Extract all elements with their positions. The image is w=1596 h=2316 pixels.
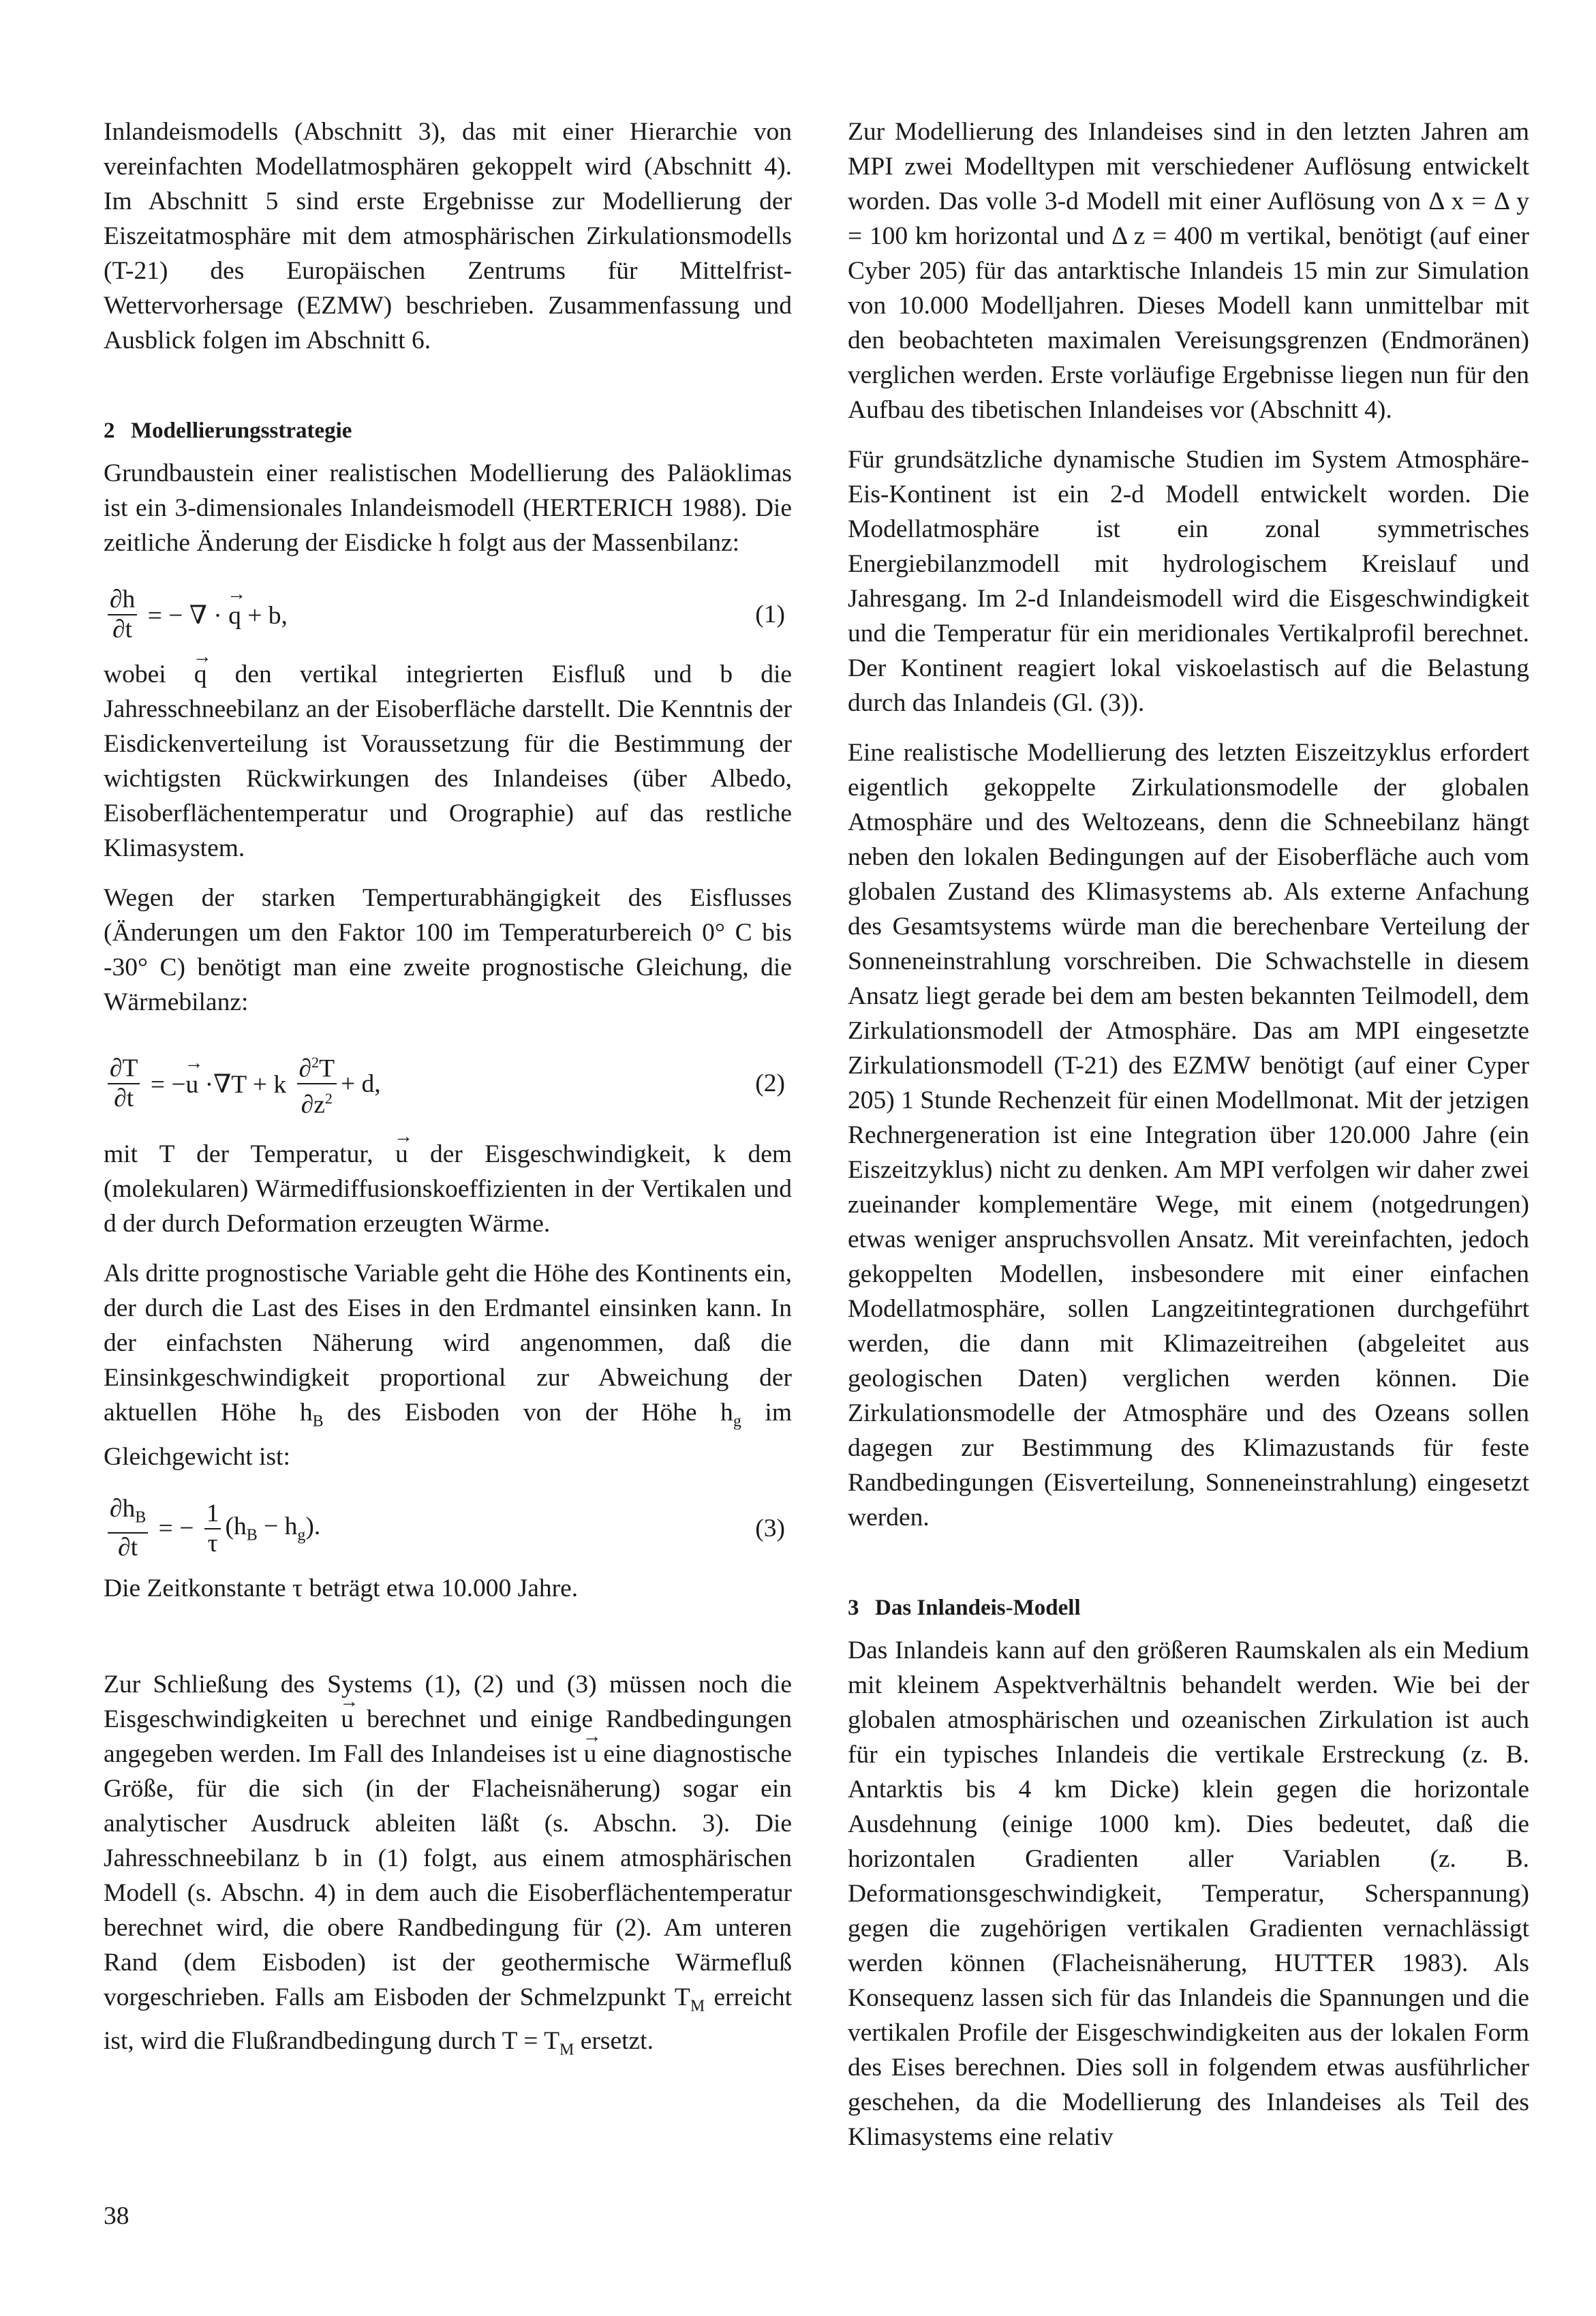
paragraph: Die Zeitkonstante τ beträgt etwa 10.000 Jahre.	[104, 1574, 579, 1602]
paragraph: Für grundsätzliche dynamische Studien im System Atmosphäre-Eis-Kontinent ist ein 2-d Modell entwickelt worden. Die Modellatmosphäre ist ein zonal symmetrisches Energiebilanzmodell mit hydrologischem Kreislauf und Jahresgang. Im 2-d Inlandeismodell wird die Eisgeschwindigkeit und die Temperatur für ein meridionales Vertikalprofil berechnet. Der Kontinent reagiert lokal viskoelastisch auf die Belastung durch das Inlandeis (Gl. (3)).	[848, 446, 1529, 717]
equation-number: (3)	[755, 1514, 785, 1542]
paragraph: Zur Modellierung des Inlandeises sind in den letzten Jahren am MPI zwei Modelltypen mit verschiedener Auflösung entwickelt worden. Das volle 3-d Modell mit einer Auflösung von Δ x = Δ y = 100 km horizontal und Δ z = 400 m vertikal, benötigt (auf einer Cyber 205) für das antarktische Inlandeis 15 min zur Simulation von 10.000 Modelljahren. Dieses Modell kann unmittelbar mit den beobachteten maximalen Vereisungsgrenzen (Endmoränen) verglichen werden. Erste vorläufige Ergebnisse liegen nun für den Aufbau des tibetischen Inlandeises vor (Abschnitt 4).	[848, 118, 1529, 424]
paragraph: Inlandeismodells (Abschnitt 3), das mit einer Hierarchie von vereinfachten Modellatmosphären gekoppelt wird (Abschnitt 4). Im Abschnitt 5 sind erste Ergebnisse zur Modellierung der Eiszeitatmosphäre mit dem atmosphärischen Zirkulationsmodells (T-21) des Europäischen Zentrums für Mittelfrist-Wettervorhersage (EZMW) beschrieben. Zusammenfassung und Ausblick folgen im Abschnitt 6.	[104, 118, 792, 354]
equation-number: (2)	[755, 1069, 785, 1097]
paragraph: Das Inlandeis kann auf den größeren Raumskalen als ein Medium mit kleinem Aspektverhältnis behandelt werden. Wie bei der globalen atmosphärischen und ozeanischen Zirkulation ist auch für ein typisches Inlandeis die vertikale Erstreckung (z. B. Antarktis bis 4 km Dicke) klein gegen die horizontale Ausdehnung (einige 1000 km). Dies bedeutet, daß die horizontalen Gradienten aller Variablen (z. B. Deformationsgeschwindigkeit, Temperatur, Scherspannung) gegen die zugehörigen vertikalen Gradienten vernachlässigt werden können (Flacheisnäherung, HUTTER 1983). Als Konsequenz lassen sich für das Inlandeis die Spannungen und die vertikalen Profile der Eisgeschwindigkeiten aus der lokalen Form des Eises berechnen. Dies soll in folgendem etwas ausführlicher geschehen, da die Modellierung des Inlandeises als Teil des Klimasystems eine relativ	[848, 1636, 1529, 2151]
equation-1: $\frac{\partial h}{\partial t}$ = − ∇ · → q + b, (1)	[104, 575, 792, 657]
section-heading: 3 Das Inlandeis-Modell	[848, 1596, 1081, 1620]
paragraph: Als dritte prognostische Variable geht die Höhe des Kontinents ein, der durch die Last des Eises in den Erdmantel einsinken kann. In der einfachsten Näherung wird angenommen, daß die Einsinkgeschwindigkeit proportional zur Abweichung der aktuellen Höhe $h_B$ des Eisboden von der Höhe $h_g$ im Gleichgewicht ist:	[104, 1260, 792, 1471]
paragraph: Grundbaustein einer realistischen Modellierung des Paläoklimas ist ein 3-dimensionales Inlandeismodell (HERTERICH 1988). Die zeitliche Änderung der Eisdicke h folgt aus der Massenbilanz:	[104, 459, 792, 557]
paragraph: Zur Schließung des Systems (1), (2) und (3) müssen noch die Eisgeschwindigkeiten → u berechnet und einige Randbedingungen angegeben werden. Im Fall des Inlandeises ist → u eine diagnostische Größe, für die sich (in der Flacheisnäherung) sogar ein analytischer Ausdruck ableiten läßt (s. Abschn. 3). Die Jahresschneebilanz b in (1) folgt, aus einem atmosphärischen Modell (s. Abschn. 4) in dem auch die Eisoberflächentemperatur berechnet wird, die obere Randbedingung für (2). Am unteren Rand (dem Eisboden) ist der geothermische Wärmefluß vorgeschrieben. Falls am Eisboden der Schmelzpunkt $T_M$ erreicht ist, wird die Flußrandbedingung durch $T = T_M$ ersetzt.	[104, 1667, 792, 2068]
equation-3: $\frac{\partial h_B}{\partial t}$ = − $\frac{1}{\tau}$ $(h_B - h_g)$. (3)	[104, 1489, 792, 1571]
right-column	[848, 115, 1529, 2154]
paragraph: Eine realistische Modellierung des letzten Eiszeitzyklus erfordert eigentlich gekoppelte Zirkulationsmodelle der globalen Atmosphäre und des Weltozeans, denn die Schneebilanz hängt neben den lokalen Bedingungen auf der Eisoberfläche auch vom globalen Zustand des Klimasystems ab. Als externe Anfachung des Gesamtsystems würde man die berechenbare Verteilung der Sonneneinstrahlung vorschreiben. Die Schwachstelle in diesem Ansatz liegt gerade bei dem am besten bekannten Teilmodell, dem Zirkulationsmodell der Atmosphäre. Das am MPI eingesetzte Zirkulationsmodell (T-21) des EZMW benötigt (auf einer Cyper 205) 1 Stunde Rechenzeit für einen Modellmonat. Mit der jetzigen Rechnergeneration ist eine Integration über 120.000 Jahre (ein Eiszeitzyklus) nicht zu denken. Am MPI verfolgen wir daher zwei zueinander komplementäre Wege, mit einem (notgedrungen) etwas weniger anspruchsvollen Ansatz. Mit vereinfachten, jedoch gekoppelten Modellen, insbesondere mit einer einfachen Modellatmosphäre, sollen Langzeitintegrationen durchgeführt werden, die dann mit Klimazeitreihen (abgeleitet aus geologischen Daten) verglichen werden können. Die Zirkulationsmodelle der Atmosphäre und des Ozeans sollen dagegen zur Bestimmung des Klimazustands für feste Randbedingungen (Eisverteilung, Sonneneinstrahlung) eingesetzt werden.	[848, 739, 1529, 1532]
equation-number: (1)	[755, 600, 785, 628]
section-heading: 2 Modellierungsstrategie	[104, 418, 352, 443]
paragraph: wobei → q den vertikal integrierten Eisfluß und b die Jahresschneebilanz an der Eisoberfläche darstellt. Die Kenntnis der Eisdickenverteilung ist Voraussetzung für die Bestimmung der wichtigsten Rückwirkungen des Inlandeises (über Albedo, Eisoberflächentemperatur und Orographie) auf das restliche Klimasystem.	[104, 657, 792, 866]
page-number: 38	[104, 2202, 129, 2230]
paragraph: mit T der Temperatur, → u der Eisgeschwindigkeit, k dem (molekularen) Wärmediffusionskoeffizienten in der Vertikalen und d der durch Deformation erzeugten Wärme.	[104, 1137, 792, 1241]
left-column	[104, 115, 792, 2068]
paragraph: Wegen der starken Temperturabhängigkeit des Eisflusses (Änderungen um den Faktor 100 im Temperaturbereich 0° C bis -30° C) benötigt man eine zweite prognostische Gleichung, die Wärmebilanz:	[104, 884, 792, 1016]
equation-2: $\frac{\partial T}{\partial t}$ = −→ u ·∇T + k $\frac{\partial^2T}{\partial z^2}$ + d, (2)	[104, 1035, 792, 1137]
